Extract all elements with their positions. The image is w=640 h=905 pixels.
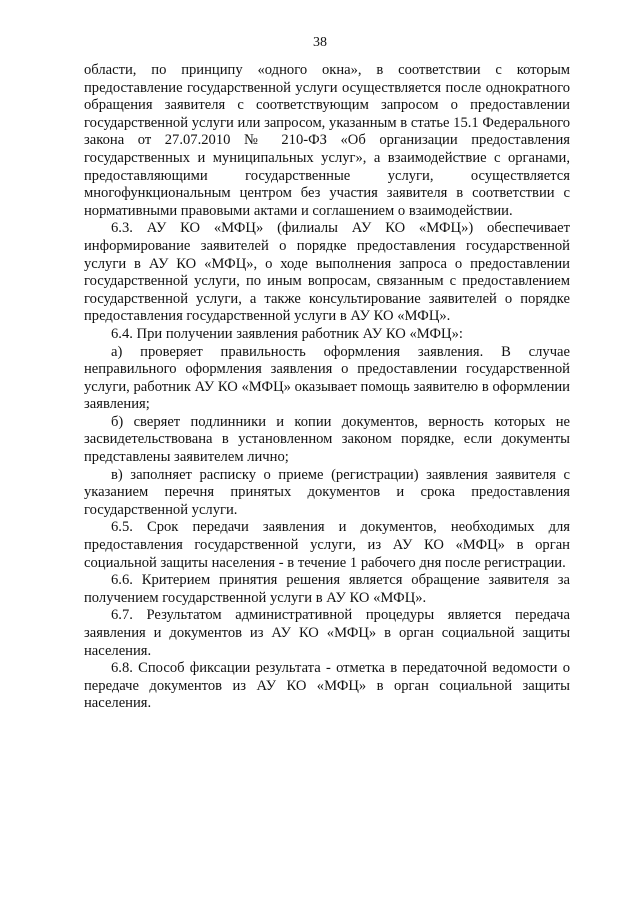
paragraph-6-4: 6.4. При получении заявления работник АУ КО «МФЦ»: [111, 325, 463, 342]
body-text [84, 62, 570, 713]
paragraph-6-5: 6.5. Срок передачи заявления и документов, необходимых для предоставления государственной услуги, из АУ КО «МФЦ» в орган социальной защиты населения - в течение 1 рабочего дня после регистрации. [84, 519, 570, 571]
paragraph-6-6: 6.6. Критерием принятия решения является обращение заявителя за получением государственной услуги в АУ КО «МФЦ». [84, 572, 570, 606]
list-item-a: а) проверяет правильность оформления заявления. В случае неправильного оформления заявления о предоставлении государственной услуги, работник АУ КО «МФЦ» оказывает помощь заявителю в оформлении заявления; [84, 343, 570, 413]
paragraph-continuation: области, по принципу «одного окна», в соответствии с которым предоставление государственной услуги осуществляется после однократного обращения заявителя с соответствующим запросом о предоставлении государственной услуги или запросом, указанным в статье 15.1 Федерального закона от 27.07.2010 № 210-ФЗ «Об организации предоставления государственных и муниципальных услуг», а взаимодействие с органами, предоставляющими государственные услуги, осуществляется многофункциональным центром без участия заявителя в соответствии с нормативными правовыми актами и соглашением о взаимодействии. [84, 62, 570, 219]
list-item-b: б) сверяет подлинники и копии документов, верность которых не засвидетельствована в установленном законом порядке, если документы представлены заявителем лично; [84, 413, 570, 466]
paragraph-6-3: 6.3. АУ КО «МФЦ» (филиалы АУ КО «МФЦ») обеспечивает информирование заявителей о порядке предоставления государственной услуги в АУ КО «МФЦ», о ходе выполнения запроса о предоставлении государственной услуги, по иным вопросам, связанным с предоставлением государственной услуги, а также консультирование заявителей о порядке предоставления государственной услуги в АУ КО «МФЦ». [84, 220, 570, 325]
paragraph-6-7: 6.7. Результатом административной процедуры является передача заявления и документов из АУ КО «МФЦ» в орган социальной защиты населения. [84, 607, 570, 659]
list-item-v: в) заполняет расписку о приеме (регистрации) заявления заявителя с указанием перечня принятых документов и срока предоставления государственной услуги. [84, 466, 570, 518]
page-number: 38 [313, 35, 327, 50]
paragraph-6-8: 6.8. Способ фиксации результата - отметка в передаточной ведомости о передаче документов из АУ КО «МФЦ» в орган социальной защиты населения. [84, 660, 570, 712]
